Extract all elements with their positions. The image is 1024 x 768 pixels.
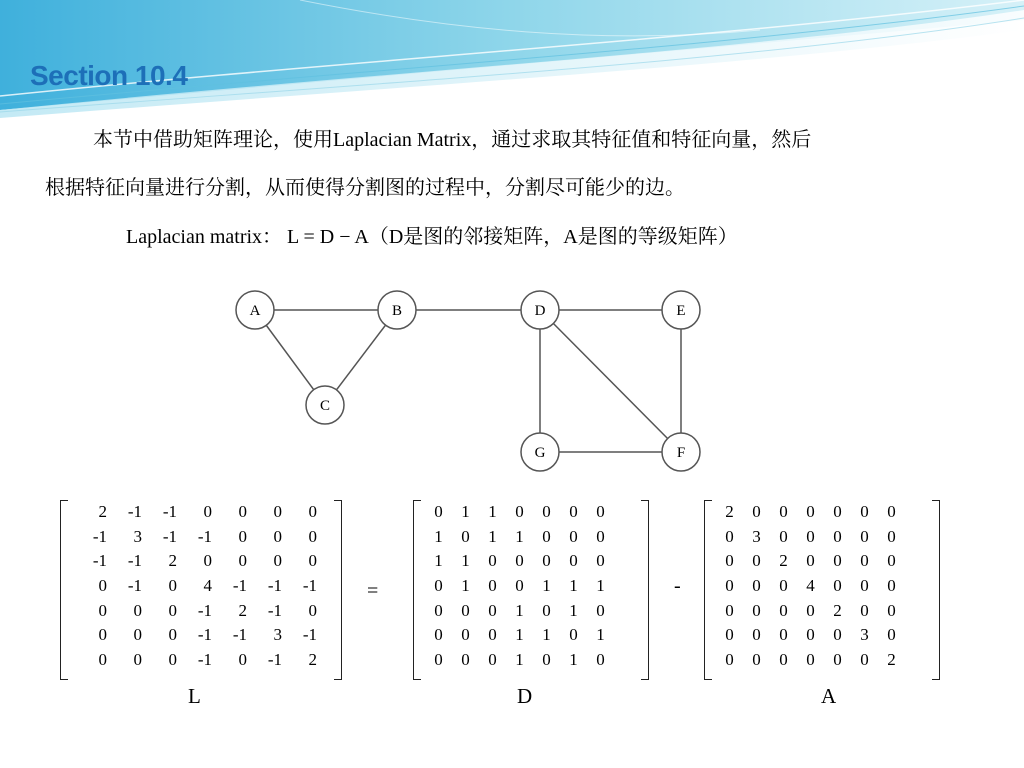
matrix-l-label: L: [188, 684, 201, 708]
matrix-cell: 0: [752, 502, 761, 522]
edge-d-f: [540, 310, 681, 452]
matrix-cell: 0: [461, 600, 470, 620]
matrix-cell: 0: [779, 576, 788, 596]
matrix-cell: 3: [273, 625, 282, 645]
matrix-cell: 0: [168, 576, 177, 596]
section-title: Section 10.4: [30, 60, 188, 91]
matrix-cell: 0: [860, 526, 869, 546]
matrix-cell: 0: [569, 625, 578, 645]
matrix-row: [716, 623, 905, 648]
matrix-cell: 4: [806, 576, 815, 596]
matrix-cell: 0: [434, 649, 443, 669]
matrix-cell: 1: [515, 649, 524, 669]
matrix-cell: 1: [434, 526, 443, 546]
matrix-cell: 0: [434, 600, 443, 620]
matrix-cell: 0: [273, 551, 282, 571]
matrix-cell: -1: [197, 649, 212, 669]
intro-paragraph-text-1: 本节中借助矩阵理论，使用Laplacian Matrix，通过求取其特征值和特征向量，然后: [93, 129, 812, 151]
matrix-cell: 0: [860, 576, 869, 596]
matrix-cell: 0: [168, 600, 177, 620]
matrix-row: [425, 574, 614, 599]
matrix-cell: 0: [133, 600, 142, 620]
matrix-cell: 0: [273, 502, 282, 522]
matrix-cell: 0: [98, 600, 107, 620]
svg-text:G: G: [534, 445, 546, 461]
matrix-cell: -1: [127, 502, 142, 522]
node-a: [236, 291, 274, 329]
matrix-cell: 1: [434, 551, 443, 571]
node-c: [306, 386, 344, 424]
matrix-row: [716, 549, 905, 574]
matrix-cell: -1: [92, 526, 107, 546]
matrix-cell: 2: [168, 551, 177, 571]
graph-diagram: [225, 285, 710, 480]
matrix-cell: 0: [887, 625, 896, 645]
matrix-cell: 0: [308, 502, 317, 522]
matrix-cell: 0: [168, 625, 177, 645]
intro-paragraph-line-2: 根据特征向量进行分割，从而使得分割图的过程中，分割尽可能少的边。: [45, 177, 685, 199]
matrix-cell: 0: [752, 600, 761, 620]
matrix-cell: 0: [779, 526, 788, 546]
matrix-cell: 0: [806, 526, 815, 546]
matrix-cell: -1: [232, 625, 247, 645]
matrix-cell: 2: [779, 551, 788, 571]
bracket-right: [334, 500, 342, 680]
matrix-cell: -1: [267, 576, 282, 596]
matrix-cell: 0: [488, 576, 497, 596]
matrix-cell: 0: [779, 625, 788, 645]
matrix-cell: 2: [308, 649, 317, 669]
matrix-row: [716, 648, 905, 673]
matrix-cell: 0: [806, 649, 815, 669]
equals-sign: =: [367, 580, 379, 602]
matrix-cell: 0: [860, 600, 869, 620]
matrix-cell: 0: [542, 526, 551, 546]
matrix-cell: 3: [752, 526, 761, 546]
matrix-cell: 1: [515, 526, 524, 546]
matrix-cell: 0: [203, 502, 212, 522]
matrix-cell: 0: [779, 600, 788, 620]
bracket-left: [413, 500, 421, 680]
matrix-cell: -1: [197, 600, 212, 620]
node-d: [521, 291, 559, 329]
matrix-cell: 0: [596, 526, 605, 546]
matrix-cell: 0: [779, 502, 788, 522]
matrix-cell: 0: [752, 551, 761, 571]
node-f: [662, 433, 700, 471]
matrix-d: [413, 500, 649, 680]
matrix-l: [60, 500, 342, 680]
matrix-cell: 0: [434, 625, 443, 645]
matrix-cell: 3: [133, 526, 142, 546]
matrix-cell: 0: [98, 625, 107, 645]
matrix-cell: 0: [596, 600, 605, 620]
matrix-d-grid: [425, 500, 614, 672]
matrix-cell: 0: [238, 502, 247, 522]
matrix-cell: 2: [725, 502, 734, 522]
matrix-row: [716, 500, 905, 525]
svg-text:B: B: [391, 303, 403, 319]
matrix-l-grid: [72, 500, 317, 672]
matrix-cell: 1: [596, 625, 605, 645]
node-e: [662, 291, 700, 329]
matrix-cell: 1: [569, 576, 578, 596]
matrix-cell: 0: [806, 600, 815, 620]
matrix-cell: 2: [833, 600, 842, 620]
matrix-cell: 0: [569, 526, 578, 546]
matrix-row: [425, 598, 614, 623]
matrix-cell: -1: [197, 625, 212, 645]
matrix-cell: -1: [302, 576, 317, 596]
matrix-cell: 0: [308, 526, 317, 546]
matrix-row: [716, 525, 905, 550]
matrix-row: [72, 648, 317, 673]
matrix-cell: 0: [725, 600, 734, 620]
matrix-cell: 0: [569, 551, 578, 571]
matrix-cell: 0: [833, 576, 842, 596]
matrix-cell: 0: [596, 649, 605, 669]
laplacian-formula: Laplacian matrix： L = D − A（D是图的邻接矩阵，A是图的等级矩阵）: [126, 226, 738, 248]
matrix-cell: 1: [461, 551, 470, 571]
matrix-row: [72, 598, 317, 623]
matrix-cell: 0: [98, 649, 107, 669]
matrix-cell: 0: [833, 551, 842, 571]
matrix-cell: 0: [752, 649, 761, 669]
matrix-cell: 0: [203, 551, 212, 571]
bracket-left: [60, 500, 68, 680]
matrix-cell: 0: [461, 649, 470, 669]
svg-text:A: A: [249, 303, 261, 319]
matrix-cell: 1: [569, 649, 578, 669]
bracket-right: [932, 500, 940, 680]
matrix-cell: 0: [488, 649, 497, 669]
matrix-cell: -1: [92, 551, 107, 571]
matrix-cell: 1: [542, 625, 551, 645]
matrix-cell: 0: [887, 502, 896, 522]
matrix-cell: 2: [98, 502, 107, 522]
matrix-cell: -1: [267, 649, 282, 669]
matrix-cell: 0: [779, 649, 788, 669]
matrix-cell: 0: [596, 502, 605, 522]
matrix-cell: -1: [127, 551, 142, 571]
matrix-cell: 0: [806, 625, 815, 645]
matrix-cell: 0: [273, 526, 282, 546]
matrix-cell: 1: [569, 600, 578, 620]
matrix-cell: 0: [833, 649, 842, 669]
matrix-cell: 1: [461, 576, 470, 596]
matrix-cell: 0: [833, 625, 842, 645]
matrix-d-label: D: [517, 684, 533, 708]
matrix-cell: -1: [197, 526, 212, 546]
matrix-cell: 0: [542, 551, 551, 571]
matrix-cell: 0: [488, 551, 497, 571]
matrix-cell: 0: [725, 526, 734, 546]
matrix-cell: 0: [542, 600, 551, 620]
matrix-cell: 0: [752, 625, 761, 645]
matrix-cell: 0: [488, 625, 497, 645]
minus-sign: -: [674, 575, 681, 597]
matrix-cell: 1: [515, 625, 524, 645]
matrix-cell: 0: [133, 649, 142, 669]
matrix-cell: -1: [127, 576, 142, 596]
matrix-row: [72, 500, 317, 525]
matrix-cell: 0: [887, 551, 896, 571]
intro-paragraph-line-1: [45, 126, 1020, 154]
matrix-cell: 0: [434, 502, 443, 522]
matrix-cell: -1: [302, 625, 317, 645]
matrix-cell: 0: [133, 625, 142, 645]
matrix-cell: 0: [806, 551, 815, 571]
matrix-cell: -1: [267, 600, 282, 620]
matrix-row: [72, 623, 317, 648]
svg-text:D: D: [534, 303, 546, 319]
matrix-cell: 0: [434, 576, 443, 596]
bracket-left: [704, 500, 712, 680]
matrix-row: [425, 549, 614, 574]
matrix-cell: -1: [162, 526, 177, 546]
matrix-cell: 0: [860, 551, 869, 571]
matrix-cell: 0: [461, 625, 470, 645]
matrix-cell: -1: [232, 576, 247, 596]
matrix-row: [425, 500, 614, 525]
matrix-cell: 0: [752, 576, 761, 596]
matrix-row: [72, 574, 317, 599]
matrix-row: [716, 574, 905, 599]
matrix-cell: 1: [461, 502, 470, 522]
matrix-cell: 0: [887, 600, 896, 620]
matrix-row: [716, 598, 905, 623]
matrix-cell: 0: [238, 526, 247, 546]
matrix-row: [425, 525, 614, 550]
matrix-cell: 0: [488, 600, 497, 620]
matrix-cell: 2: [238, 600, 247, 620]
node-g: [521, 433, 559, 471]
matrix-cell: 0: [461, 526, 470, 546]
matrix-cell: 0: [887, 526, 896, 546]
matrix-a: [704, 500, 940, 680]
matrix-cell: 0: [725, 625, 734, 645]
matrix-cell: 0: [860, 649, 869, 669]
matrix-cell: 1: [488, 526, 497, 546]
matrix-cell: 0: [308, 551, 317, 571]
matrix-cell: 0: [596, 551, 605, 571]
node-b: [378, 291, 416, 329]
matrix-cell: 0: [887, 576, 896, 596]
matrix-cell: -1: [162, 502, 177, 522]
matrix-cell: 0: [98, 576, 107, 596]
matrix-cell: 0: [238, 551, 247, 571]
matrix-a-grid: [716, 500, 905, 672]
matrix-cell: 0: [515, 502, 524, 522]
matrix-cell: 1: [488, 502, 497, 522]
matrix-cell: 0: [168, 649, 177, 669]
matrix-a-label: A: [821, 684, 837, 708]
matrix-cell: 0: [542, 502, 551, 522]
matrix-row: [72, 549, 317, 574]
matrix-row: [72, 525, 317, 550]
matrix-cell: 0: [725, 576, 734, 596]
matrix-row: [425, 648, 614, 673]
matrix-cell: 0: [725, 551, 734, 571]
matrix-cell: 1: [596, 576, 605, 596]
matrix-cell: 0: [569, 502, 578, 522]
matrix-cell: 4: [203, 576, 212, 596]
matrix-row: [425, 623, 614, 648]
matrix-cell: 0: [806, 502, 815, 522]
matrix-cell: 2: [887, 649, 896, 669]
matrix-cell: 0: [542, 649, 551, 669]
matrix-cell: 0: [515, 551, 524, 571]
matrix-cell: 0: [860, 502, 869, 522]
matrix-cell: 0: [308, 600, 317, 620]
matrix-cell: 3: [860, 625, 869, 645]
svg-text:C: C: [319, 398, 331, 414]
bracket-right: [641, 500, 649, 680]
matrix-cell: 0: [725, 649, 734, 669]
matrix-cell: 0: [833, 526, 842, 546]
svg-text:F: F: [676, 445, 686, 461]
svg-text:E: E: [676, 303, 686, 319]
matrix-cell: 0: [833, 502, 842, 522]
matrix-cell: 0: [515, 576, 524, 596]
matrix-cell: 0: [238, 649, 247, 669]
matrix-cell: 1: [515, 600, 524, 620]
matrix-cell: 1: [542, 576, 551, 596]
